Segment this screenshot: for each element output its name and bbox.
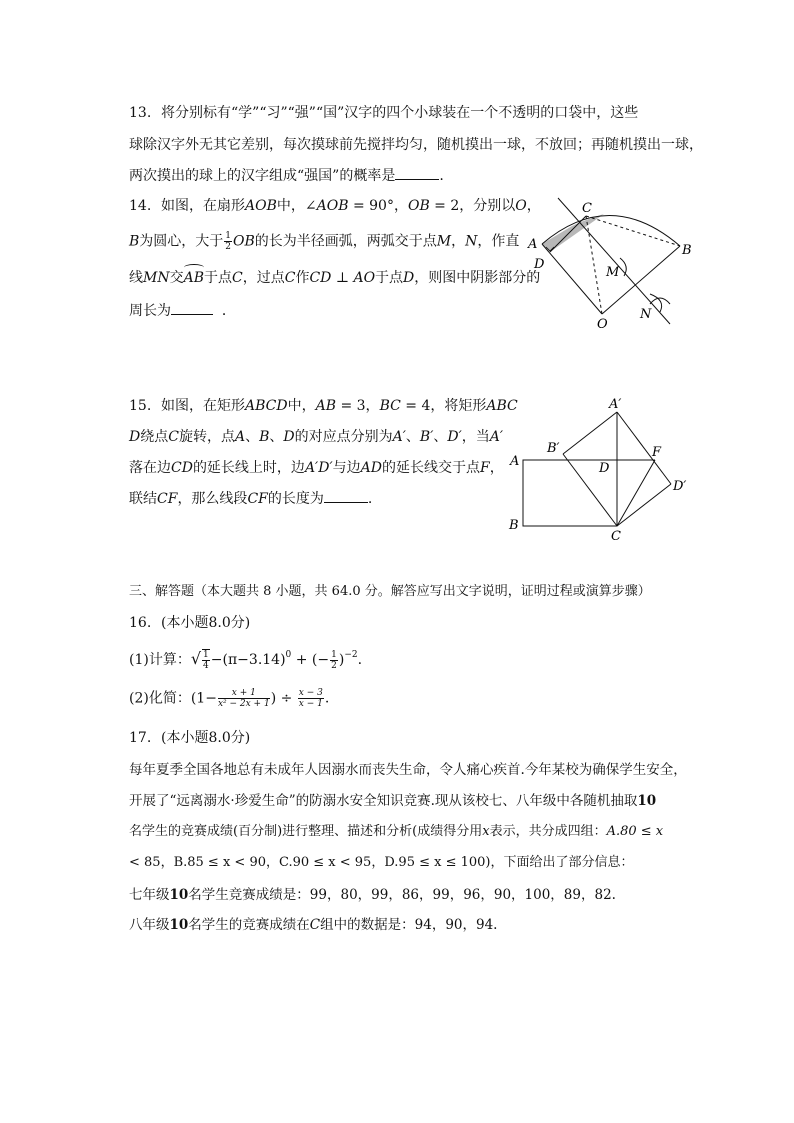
answer-blank [171,300,213,315]
line-mn [558,198,670,324]
q13-line-3: 两次摸出的球上的汉字组成“强国”的概率是 . [129,165,444,186]
q17-line-1: 每年夏季全国各地总有未成年人因溺水而丧失生命，令人痛心疾首.今年某校为确保学生安全， [129,762,687,778]
radius-oa [542,244,602,314]
q17-number: 17. [129,730,152,746]
label-o: O [597,317,608,332]
label-d: D [534,257,545,272]
fraction-half: $\frac{1}{2}$ [225,231,232,252]
q13-line-1: 13. 将分别标有“学”“习”“强”“国”汉字的四个小球装在一个不透明的口袋中，这些 [129,105,639,121]
q17-header: 17. (本小题8.0分) [129,730,251,746]
q16-part-1: (1)计算：√ $\frac{1}{4}$ $-(\pi-3.14)^0$ + (− $\frac{1}{2}$ )$^{-2}$. [129,649,363,671]
label-d: D [599,461,610,476]
label-c: C [611,529,621,544]
label-a-prime: A′ [609,397,622,412]
shaded-region [542,214,604,252]
label-b-prime: B′ [547,441,560,456]
section-3-heading: 三、解答题（本大题共 8 小题，共 64.0 分。解答应写出文字说明，证明过程或演算步骤） [129,584,651,599]
q14-sector-figure [520,196,700,336]
label-n: N [640,307,652,322]
radius-ob [602,246,680,314]
answer-blank [395,165,439,180]
q14-number: 14. [129,198,152,214]
label-m: M [606,265,620,280]
q17-line-6: 八年级10名学生的竞赛成绩在C组中的数据是：94，90，94. [129,917,498,933]
q14-line-4: 周长为 ． [129,300,236,321]
q15-line-1: 15. 如图，在矩形ABCD中，AB = 3，BC = 4，将矩形ABC [129,398,518,414]
q17-line-2: 开展了“远离溺水·珍爱生命”的防溺水安全知识竞赛.现从该校七、八年级中各随机抽取10 [129,793,657,809]
q16-part-2: (2)化简：(1− $\frac{x + 1}{\text{x² − 2x + 1}}$ ) ÷ $\frac{x - 3}{x - 1}$ . [129,688,330,709]
side-d1a1 [617,412,671,484]
arc-m [620,258,626,276]
q13-number: 13. [129,105,152,121]
dashed-co [586,216,602,314]
q15-rectangle-figure [505,394,720,544]
label-b: B [682,243,692,258]
q15-line-2: D绕点C旋转，点A、B、D的对应点分别为A′、B′、D′，当A′ [129,429,504,445]
q15-line-4: 联结CF，那么线段CF的长度为 . [129,488,372,509]
label-a: A [528,237,538,252]
arc-ab: AB [184,270,204,286]
q13-line-2: 球除汉字外无其它差别，每次摸球前先搅拌均匀，随机摸出一球，不放回；再随机摸出一球， [129,137,703,153]
q17-line-5: 七年级10名学生竞赛成绩是：99，80，99，86，99，96，90，100，89，82. [129,887,616,903]
q15-line-3: 落在边CD的延长线上时，边A′D′与边AD的延长线交于点F， [129,460,504,476]
q14-line-1: 14. 如图，在扇形AOB中，∠AOB = 90°，OB = 2，分别以O， [129,198,541,214]
q17-line-3: 名学生的竞赛成绩(百分制)进行整理、描述和分析(成绩得分用x表示，共分成四组：A.80 ≤ x [129,824,664,839]
answer-blank [324,488,368,503]
side-a1b1 [563,412,617,454]
label-d-prime: D′ [673,479,687,494]
label-a: A [510,454,520,469]
side-cd1 [617,484,671,526]
q16-header: 16. (本小题8.0分) [129,615,251,631]
q17-line-4: < 85，B.85 ≤ x < 90，C.90 ≤ x < 95，D.95 ≤ x ≤ 100)，下面给出了部分信息： [129,855,634,870]
label-c: C [582,201,592,216]
dashed-cb [586,216,680,246]
label-f: F [652,445,662,460]
q14-line-2: B为圆心，大于 $\frac{1}{2}$ OB的长为半径画弧，两弧交于点M，N，作直 [129,231,520,252]
q16-number: 16. [129,615,152,631]
q14-line-3: 线MN交 AB于点C，过点C作CD ⊥ AO于点D，则图中阴影部分的 [129,268,540,288]
segment-cf [617,460,655,526]
q15-number: 15. [129,398,152,414]
label-b: B [509,518,519,533]
